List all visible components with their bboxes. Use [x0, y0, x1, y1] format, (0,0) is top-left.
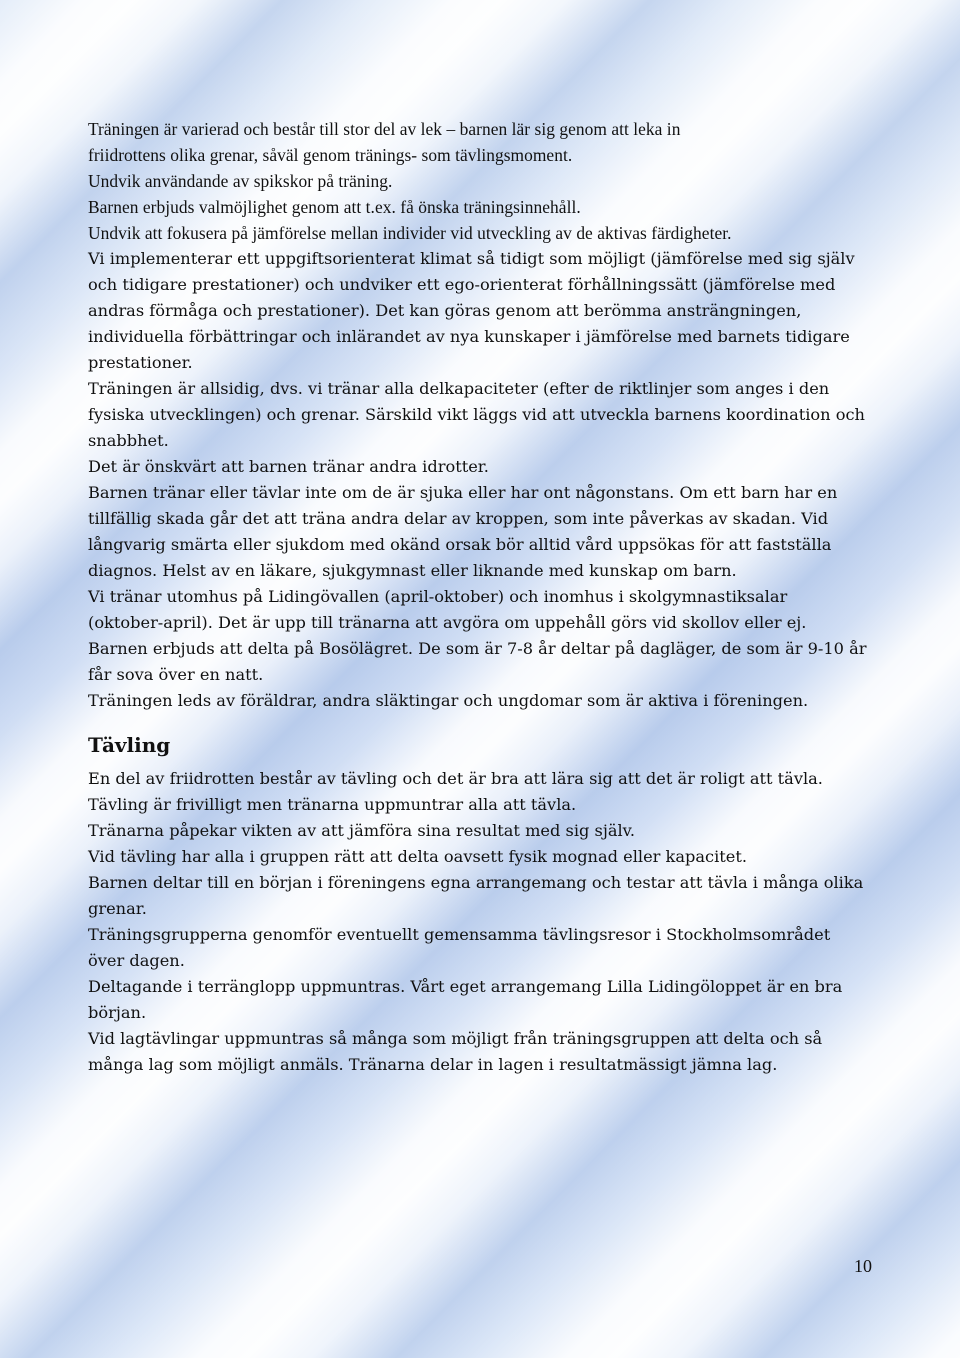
paragraph-line: Barnen deltar till en början i föreningens egna arrangemang och testar att tävla i många olika — [88, 873, 864, 892]
section-training — [88, 116, 878, 714]
paragraph-line: Vid lagtävlingar uppmuntras så många som möjligt från träningsgruppen att delta och så — [88, 1029, 823, 1048]
paragraph-line: Deltagande i terränglopp uppmuntras. Vårt eget arrangemang Lilla Lidingöloppet är en bra — [88, 977, 843, 996]
paragraph-line: snabbhet. — [88, 431, 169, 450]
paragraph-line: individuella förbättringar och inlärandet av nya kunskaper i jämförelse med barnets tidigare — [88, 327, 850, 346]
paragraph-line: många lag som möjligt anmäls. Tränarna delar in lagen i resultatmässigt jämna lag. — [88, 1055, 778, 1074]
paragraph-line: grenar. — [88, 899, 147, 918]
paragraph-line: början. — [88, 1003, 147, 1022]
document-body — [88, 116, 878, 1078]
paragraph-line: Barnen erbjuds valmöjlighet genom att t.ex. få önska träningsinnehåll. — [88, 197, 581, 217]
paragraph-line: Barnen tränar eller tävlar inte om de är sjuka eller har ont någonstans. Om ett barn har en — [88, 483, 838, 502]
paragraph-line: Träningsgrupperna genomför eventuellt gemensamma tävlingsresor i Stockholmsområdet — [88, 925, 831, 944]
paragraph-line: prestationer. — [88, 353, 193, 372]
paragraph-line: över dagen. — [88, 951, 185, 970]
page-number: 10 — [854, 1256, 872, 1276]
paragraph-line: friidrottens olika grenar, såväl genom tränings- som tävlingsmoment. — [88, 145, 573, 165]
paragraph-line: Träningen leds av föräldrar, andra släktingar och ungdomar som är aktiva i föreningen. — [88, 691, 809, 710]
paragraph-line: Barnen erbjuds att delta på Bosölägret. De som är 7-8 år deltar på dagläger, de som är 9-10 år — [88, 639, 867, 658]
paragraph-line: Undvik användande av spikskor på träning. — [88, 171, 393, 191]
section-heading: Tävling — [88, 733, 171, 757]
paragraph-line: långvarig smärta eller sjukdom med okänd orsak bör alltid vård uppsökas för att fastställa — [88, 535, 832, 554]
paragraph-line: (oktober-april). Det är upp till tränarna att avgöra om uppehåll görs vid skollov eller ej. — [88, 613, 807, 632]
paragraph-line: Vi implementerar ett uppgiftsorienterat klimat så tidigt som möjligt (jämförelse med sig själv — [88, 249, 855, 268]
paragraph-line: Tävling är frivilligt men tränarna uppmuntrar alla att tävla. — [88, 795, 577, 814]
paragraph-line: Vid tävling har alla i gruppen rätt att delta oavsett fysik mognad eller kapacitet. — [88, 847, 747, 866]
paragraph-line: diagnos. Helst av en läkare, sjukgymnast eller liknande med kunskap om barn. — [88, 561, 737, 580]
paragraph-line: Vi tränar utomhus på Lidingövallen (april-oktober) och inomhus i skolgymnastiksalar — [88, 587, 788, 606]
paragraph-line: tillfällig skada går det att träna andra delar av kroppen, som inte påverkas av skadan. Vid — [88, 509, 829, 528]
paragraph-line: får sova över en natt. — [88, 665, 264, 684]
paragraph-line: Undvik att fokusera på jämförelse mellan individer vid utveckling av de aktivas färdigheter. — [88, 223, 732, 243]
paragraph-line: och tidigare prestationer) och undviker ett ego-orienterat förhållningssätt (jämförelse med — [88, 275, 836, 294]
paragraph-line: Det är önskvärt att barnen tränar andra idrotter. — [88, 457, 489, 476]
paragraph-line: andras förmåga och prestationer). Det kan göras genom att berömma ansträngningen, — [88, 301, 802, 320]
paragraph-line: Träningen är allsidig, dvs. vi tränar alla delkapaciteter (efter de riktlinjer som anges i den — [88, 379, 830, 398]
paragraph-line: Tränarna påpekar vikten av att jämföra sina resultat med sig själv. — [88, 821, 636, 840]
paragraph-line: En del av friidrotten består av tävling och det är bra att lära sig att det är roligt att tävla. — [88, 769, 823, 788]
section-spacer — [88, 714, 878, 722]
paragraph-line: Träningen är varierad och består till stor del av lek – barnen lär sig genom att leka in — [88, 119, 681, 139]
section-competition — [88, 732, 878, 1078]
paragraph-line: fysiska utvecklingen) och grenar. Särskild vikt läggs vid att utveckla barnens koordination och — [88, 405, 865, 424]
